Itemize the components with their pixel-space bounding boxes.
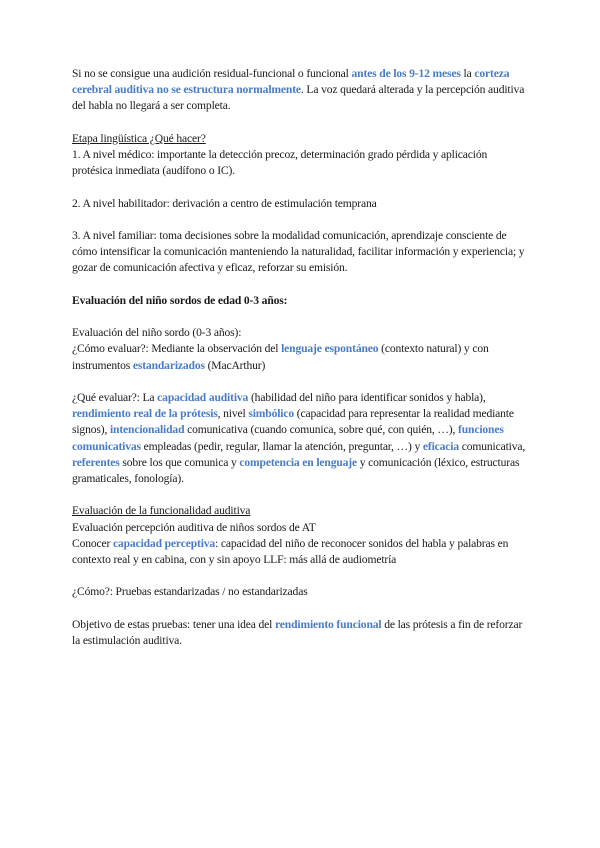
eval-heading: Evaluación del niño sordos de edad 0-3 años: [72, 293, 288, 307]
eval-como-paragraph: ¿Cómo evaluar?: Mediante la observación del lenguaje espontáneo (contexto natural) y con instrumentos estandarizados (MacArthur) [72, 342, 489, 372]
func-heading: Evaluación de la funcionalidad auditiva [72, 504, 251, 518]
func-conocer-paragraph: Conocer capacidad perceptiva: capacidad del niño de reconocer sonidos del habla y palabras en contexto real y en cabina, con y sin apoyo LLF: más allá de audiometría [72, 536, 509, 566]
etapa-item-habilitator: 2. A nivel habilitador: derivación a centro de estimulación temprana [72, 196, 377, 210]
eval-que-paragraph: ¿Qué evaluar?: La capacidad auditiva (habilidad del niño para identificar sonidos y habla), rendimiento real de la prótesis, nivel simbólico (capacidad para representar la realidad mediante signos), intencionalidad comunicativa (cuando comunica, sobre qué, con quién, …), funciones comunicativas empleadas (pedir, regular, llamar la atención, preguntar, …) y eficacia comunicativa, referentes sobre los que comunica y competencia en lenguaje y comunicación (léxico, estructuras gramaticales, fonología). [72, 390, 526, 485]
highlight-cortex: corteza cerebral auditiva no se estructura normalmente [72, 67, 510, 97]
eval-subheading: Evaluación del niño sordo (0-3 años): [72, 326, 242, 340]
func-como-line: ¿Cómo?: Pruebas estandarizadas / no estandarizadas [72, 585, 308, 599]
etapa-item-family: 3. A nivel familiar: toma decisiones sobre la modalidad comunicación, aprendizaje consciente de cómo intensificar la comunicación manteniendo la naturalidad, facilitar información y experiencia; y gozar de comunicación afectiva y eficaz, reforzar su emisión. [72, 228, 525, 275]
etapa-item-medical: 1. A nivel médico: importante la detección precoz, determinación grado pérdida y aplicación protésica inmediata (audífono o IC). [72, 148, 488, 178]
func-objective-paragraph: Objetivo de estas pruebas: tener una idea del rendimiento funcional de las prótesis a fin de reforzar la estimulación auditiva. [72, 617, 523, 647]
highlight-age: antes de los 9-12 meses [351, 67, 461, 80]
func-subheading: Evaluación percepción auditiva de niños sordos de AT [72, 520, 316, 534]
intro-paragraph: Si no se consigue una audición residual-funcional o funcional antes de los 9-12 meses la corteza cerebral auditiva no se estructura normalmente. La voz quedará alterada y la percepción auditiva del habla no llegará a ser completa. [72, 67, 525, 113]
etapa-heading: Etapa lingüística ¿Qué hacer? [72, 131, 206, 145]
